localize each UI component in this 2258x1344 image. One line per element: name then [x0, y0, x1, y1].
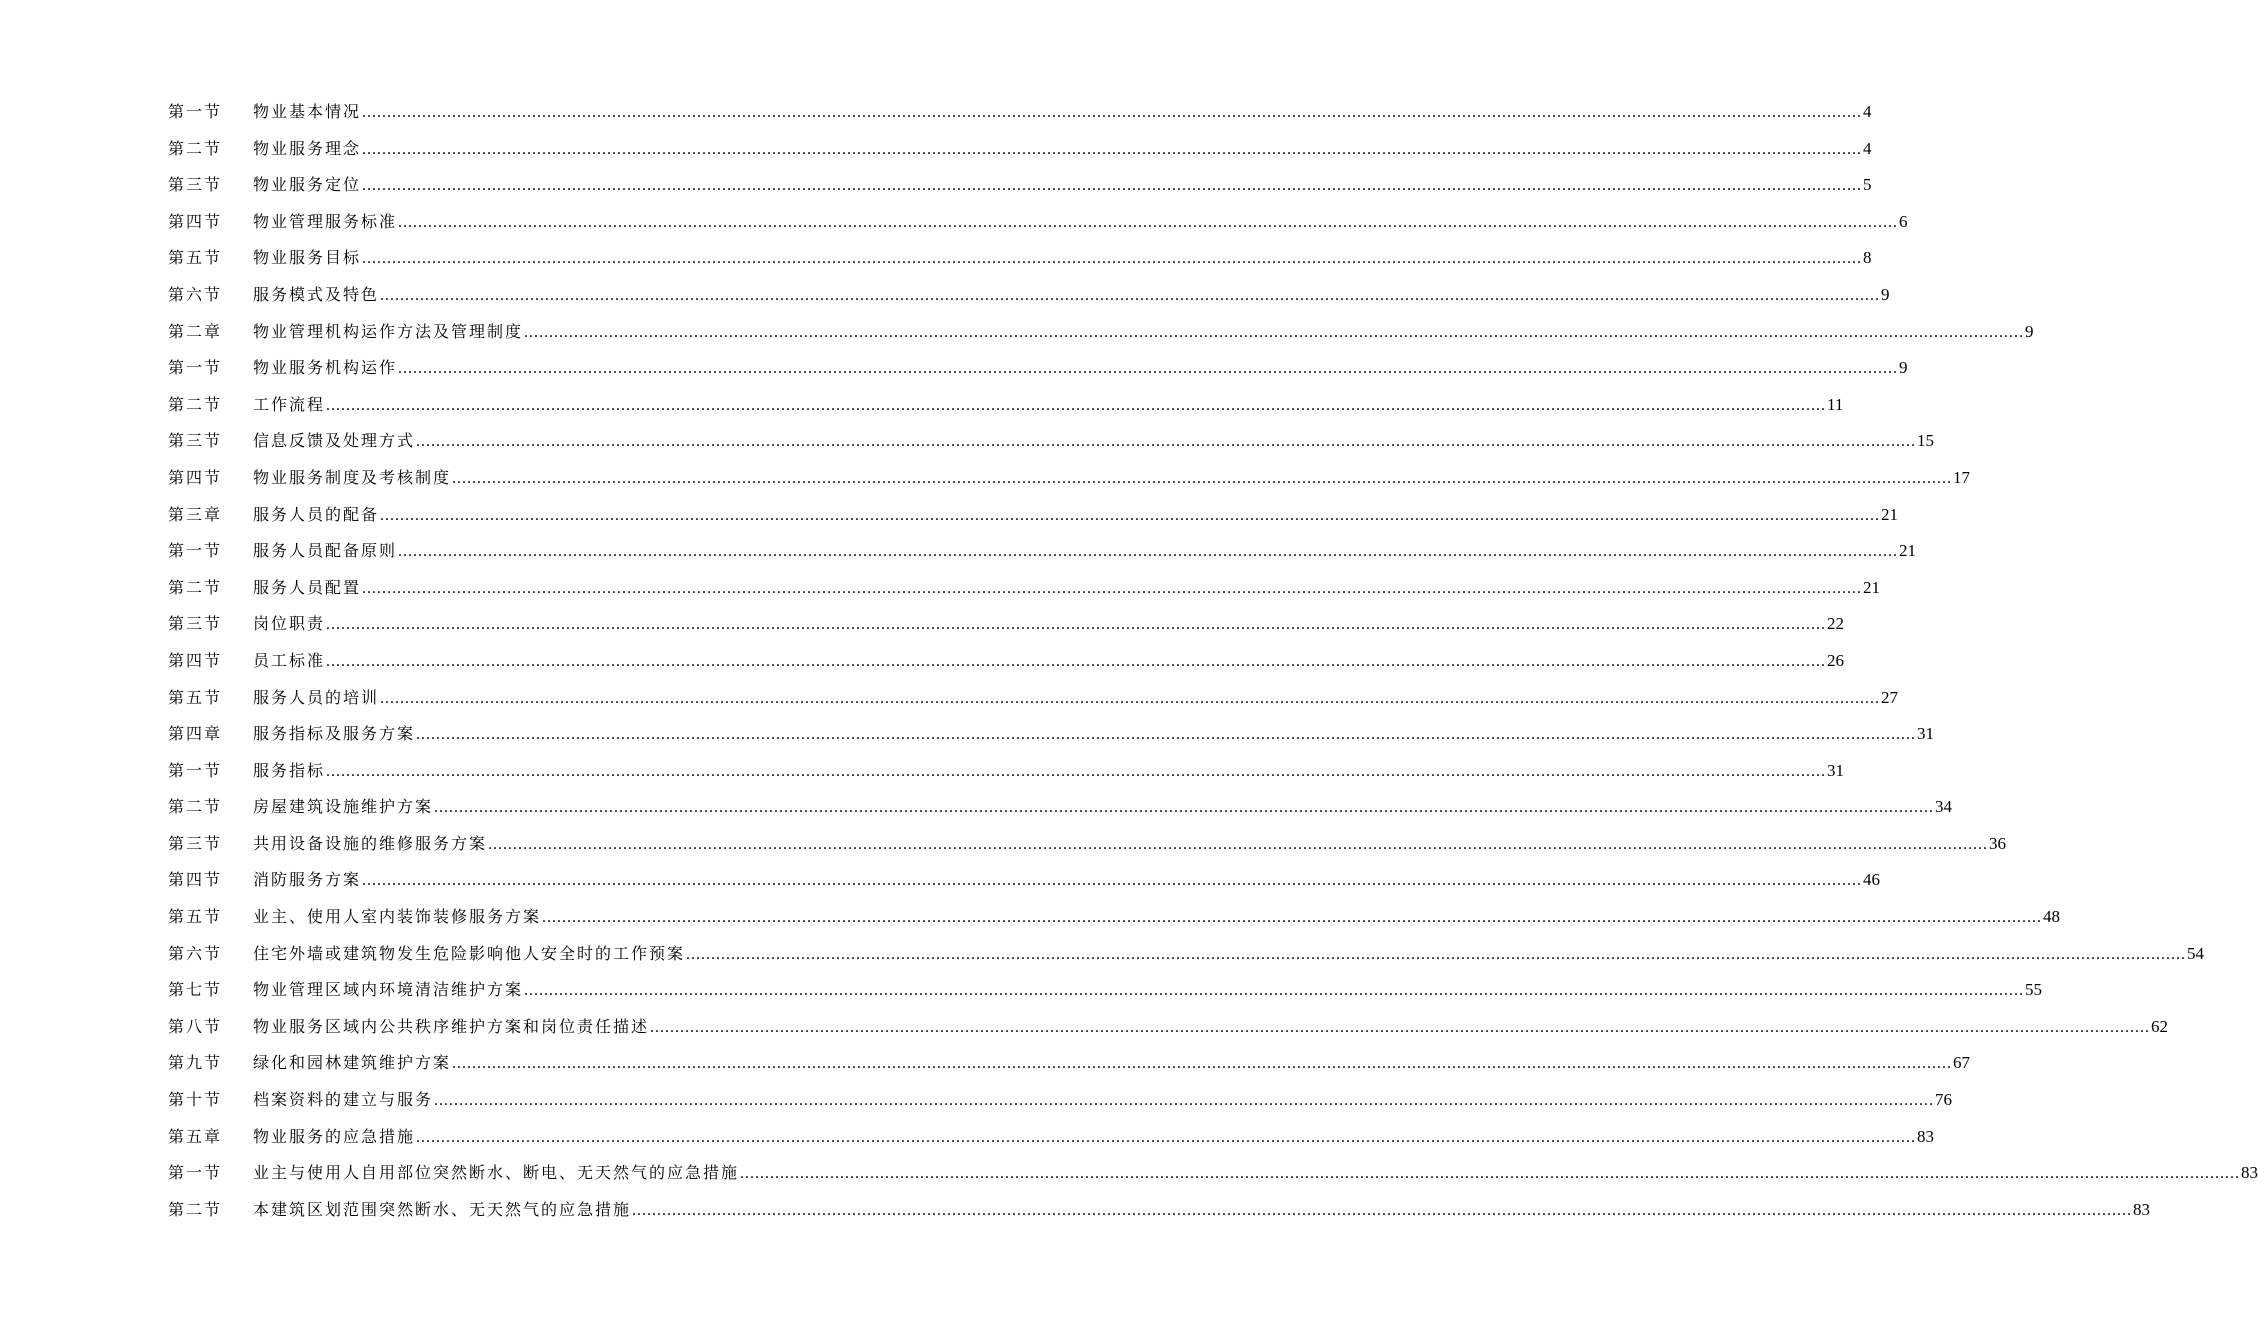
toc-entry-label: 第五节	[168, 907, 223, 927]
toc-entry[interactable]	[168, 387, 1844, 424]
toc-entry-page-number: 8	[1863, 248, 1872, 268]
toc-entry-page-number: 76	[1935, 1090, 1953, 1110]
toc-entry-title: 物业基本情况	[253, 102, 362, 121]
toc-entry-page-number: 62	[2151, 1016, 2169, 1036]
toc-entry-label: 第五章	[168, 1126, 223, 1146]
toc-dot-leader: ............................................................................................................................................................................................................................................................................................................	[362, 140, 1863, 158]
toc-entry-page-number: 5	[1863, 175, 1872, 195]
toc-entry-page-number: 21	[1899, 541, 1917, 561]
toc-entry-label: 第十节	[168, 1090, 223, 1110]
toc-entry[interactable]	[168, 862, 1881, 899]
toc-entry-title: 物业服务区域内公共秩序维护方案和岗位责任描述	[253, 1016, 650, 1036]
toc-dot-leader: ............................................................................................................................................................................................................................................................................................................	[380, 506, 1881, 524]
toc-dot-leader: ............................................................................................................................................................................................................................................................................................................	[398, 213, 1899, 231]
toc-entry-page-number: 9	[1881, 284, 1890, 304]
toc-dot-leader: ............................................................................................................................................................................................................................................................................................................	[362, 579, 1863, 597]
toc-entry-title: 绿化和园林建筑维护方案	[253, 1053, 452, 1073]
toc-entry-label: 第四节	[168, 211, 223, 231]
toc-entry-title: 信息反馈及处理方式	[253, 431, 416, 451]
toc-entry-label: 第六节	[168, 943, 223, 963]
toc-entry[interactable]	[168, 350, 1908, 387]
toc-dot-leader: ............................................................................................................................................................................................................................................................................................................	[524, 323, 2025, 341]
toc-entry-page-number: 9	[2025, 321, 2034, 341]
toc-dot-leader: ............................................................................................................................................................................................................................................................................................................	[362, 872, 1863, 890]
toc-entry-title: 员工标准	[253, 650, 326, 670]
toc-entry-label: 第一节	[168, 541, 223, 561]
toc-dot-leader: ............................................................................................................................................................................................................................................................................................................	[632, 1201, 2133, 1219]
toc-entry-title: 物业服务理念	[253, 138, 362, 158]
toc-dot-leader: ............................................................................................................................................................................................................................................................................................................	[362, 250, 1863, 268]
toc-entry-label: 第二节	[168, 577, 223, 597]
toc-entry-title: 物业管理机构运作方法及管理制度	[253, 321, 524, 341]
toc-entry[interactable]	[168, 204, 1908, 241]
toc-entry-title: 消防服务方案	[253, 870, 362, 890]
toc-dot-leader: ............................................................................................................................................................................................................................................................................................................	[650, 1018, 2151, 1036]
toc-entry-title: 物业管理服务标准	[253, 211, 398, 231]
toc-dot-leader: ............................................................................................................................................................................................................................................................................................................	[416, 1128, 1917, 1146]
toc-entry-page-number: 48	[2043, 907, 2061, 927]
toc-entry-title: 住宅外墙或建筑物发生危险影响他人安全时的工作预案	[253, 943, 686, 963]
toc-entry-title: 物业服务的应急措施	[253, 1126, 416, 1146]
toc-entry-label: 第六节	[168, 284, 223, 304]
table-of-contents	[168, 94, 2258, 1228]
toc-entry-page-number: 15	[1917, 431, 1935, 451]
toc-entry-label: 第二节	[168, 1199, 223, 1219]
toc-entry-label: 第一节	[168, 358, 223, 378]
toc-entry-title: 服务人员的配备	[253, 504, 380, 524]
toc-entry[interactable]	[168, 533, 1917, 570]
toc-dot-leader: ............................................................................................................................................................................................................................................................................................................	[434, 1092, 1935, 1110]
toc-entry[interactable]	[168, 131, 1872, 168]
toc-dot-leader: ............................................................................................................................................................................................................................................................................................................	[326, 616, 1827, 634]
toc-entry-page-number: 21	[1881, 504, 1899, 524]
toc-entry-title: 本建筑区划范围突然断水、无天然气的应急措施	[253, 1199, 632, 1219]
toc-entry-title: 服务人员的培训	[253, 687, 380, 707]
toc-entry-title: 物业服务定位	[253, 175, 362, 195]
toc-entry-title: 服务模式及特色	[253, 284, 380, 304]
toc-dot-leader: ............................................................................................................................................................................................................................................................................................................	[686, 945, 2187, 963]
toc-entry[interactable]	[168, 789, 1953, 826]
toc-entry-title: 服务指标及服务方案	[253, 724, 416, 744]
toc-dot-leader: ............................................................................................................................................................................................................................................................................................................	[326, 762, 1827, 780]
toc-entry-label: 第四章	[168, 724, 223, 744]
toc-entry[interactable]	[168, 1009, 2169, 1046]
toc-entry-label: 第四节	[168, 467, 223, 487]
toc-entry[interactable]	[168, 497, 1899, 534]
toc-entry-page-number: 34	[1935, 797, 1953, 817]
toc-entry[interactable]	[168, 240, 1872, 277]
toc-entry-label: 第一节	[168, 1163, 223, 1183]
toc-entry-page-number: 83	[1917, 1126, 1935, 1146]
toc-entry-label: 第三节	[168, 614, 223, 634]
toc-entry-label: 第七节	[168, 980, 223, 1000]
toc-entry-title: 服务指标	[253, 760, 326, 780]
toc-entry[interactable]	[168, 1155, 2258, 1192]
toc-dot-leader: ............................................................................................................................................................................................................................................................................................................	[326, 652, 1827, 670]
toc-dot-leader: ............................................................................................................................................................................................................................................................................................................	[542, 909, 2043, 927]
toc-entry-page-number: 4	[1863, 138, 1872, 158]
toc-entry[interactable]	[168, 972, 2043, 1009]
toc-dot-leader: ............................................................................................................................................................................................................................................................................................................	[524, 982, 2025, 1000]
toc-entry[interactable]	[168, 1119, 1935, 1156]
toc-entry-title: 岗位职责	[253, 614, 326, 634]
toc-dot-leader: ............................................................................................................................................................................................................................................................................................................	[380, 689, 1881, 707]
toc-entry-label: 第一节	[168, 102, 223, 121]
toc-entry-label: 第五节	[168, 687, 223, 707]
toc-entry-title: 工作流程	[253, 394, 326, 414]
toc-entry[interactable]	[168, 570, 1881, 607]
toc-entry[interactable]	[168, 277, 1890, 314]
toc-dot-leader: ............................................................................................................................................................................................................................................................................................................	[434, 799, 1935, 817]
toc-entry-title: 物业服务机构运作	[253, 358, 398, 378]
toc-entry-title: 业主、使用人室内装饰装修服务方案	[253, 907, 542, 927]
toc-entry-page-number: 6	[1899, 211, 1908, 231]
toc-entry-page-number: 36	[1989, 833, 2007, 853]
toc-entry-label: 第三节	[168, 431, 223, 451]
toc-entry[interactable]	[168, 826, 2007, 863]
toc-entry[interactable]	[168, 1192, 2151, 1229]
toc-entry-title: 服务人员配置	[253, 577, 362, 597]
toc-dot-leader: ............................................................................................................................................................................................................................................................................................................	[398, 543, 1899, 561]
toc-entry-title: 房屋建筑设施维护方案	[253, 797, 434, 817]
toc-entry[interactable]	[168, 606, 1845, 643]
toc-dot-leader: ............................................................................................................................................................................................................................................................................................................	[740, 1165, 2241, 1183]
toc-entry-page-number: 46	[1863, 870, 1881, 890]
toc-entry-label: 第三节	[168, 833, 223, 853]
toc-entry-label: 第一节	[168, 760, 223, 780]
toc-entry-page-number: 22	[1827, 614, 1845, 634]
toc-dot-leader: ............................................................................................................................................................................................................................................................................................................	[380, 286, 1881, 304]
toc-entry-label: 第五节	[168, 248, 223, 268]
toc-entry-page-number: 55	[2025, 980, 2043, 1000]
toc-entry[interactable]	[168, 423, 1935, 460]
toc-entry-title: 服务人员配备原则	[253, 541, 398, 561]
toc-entry-page-number: 26	[1827, 650, 1845, 670]
toc-entry-page-number: 67	[1953, 1053, 1971, 1073]
toc-dot-leader: ............................................................................................................................................................................................................................................................................................................	[398, 360, 1899, 378]
toc-entry[interactable]	[168, 1045, 1971, 1082]
toc-entry[interactable]	[168, 1082, 1953, 1119]
toc-entry-page-number: 31	[1827, 760, 1845, 780]
toc-entry-page-number: 27	[1881, 687, 1899, 707]
toc-entry-page-number: 17	[1953, 467, 1971, 487]
toc-entry-page-number: 83	[2241, 1163, 2258, 1183]
toc-entry[interactable]	[168, 460, 1971, 497]
toc-entry-title: 共用设备设施的维修服务方案	[253, 833, 488, 853]
toc-entry-title: 物业服务制度及考核制度	[253, 467, 452, 487]
toc-entry-title: 档案资料的建立与服务	[253, 1090, 434, 1110]
toc-entry-label: 第三章	[168, 504, 223, 524]
toc-entry-title: 物业服务目标	[253, 248, 362, 268]
toc-entry-label: 第二节	[168, 797, 223, 817]
toc-entry[interactable]	[168, 680, 1899, 717]
toc-entry-page-number: 54	[2187, 943, 2205, 963]
toc-dot-leader: ............................................................................................................................................................................................................................................................................................................	[416, 726, 1917, 744]
toc-entry-label: 第九节	[168, 1053, 223, 1073]
toc-entry-label: 第八节	[168, 1016, 223, 1036]
toc-entry[interactable]	[168, 899, 2061, 936]
toc-dot-leader: ............................................................................................................................................................................................................................................................................................................	[452, 469, 1953, 487]
toc-dot-leader: ............................................................................................................................................................................................................................................................................................................	[452, 1055, 1953, 1073]
toc-entry-page-number: 4	[1863, 102, 1872, 121]
toc-entry-label: 第三节	[168, 175, 223, 195]
toc-entry-page-number: 21	[1863, 577, 1881, 597]
toc-entry-title: 业主与使用人自用部位突然断水、断电、无天然气的应急措施	[253, 1163, 740, 1183]
toc-dot-leader: ............................................................................................................................................................................................................................................................................................................	[362, 177, 1863, 195]
toc-entry-label: 第二节	[168, 138, 223, 158]
toc-entry[interactable]	[168, 936, 2205, 973]
toc-entry[interactable]	[168, 643, 1845, 680]
toc-entry-title: 物业管理区域内环境清洁维护方案	[253, 980, 524, 1000]
toc-dot-leader: ............................................................................................................................................................................................................................................................................................................	[416, 433, 1917, 451]
toc-entry-page-number: 9	[1899, 358, 1908, 378]
toc-entry-label: 第四节	[168, 650, 223, 670]
toc-entry-page-number: 11	[1827, 394, 1844, 414]
toc-entry-page-number: 31	[1917, 724, 1935, 744]
toc-entry-page-number: 83	[2133, 1199, 2151, 1219]
toc-entry[interactable]	[168, 753, 1845, 790]
toc-dot-leader: ............................................................................................................................................................................................................................................................................................................	[488, 835, 1989, 853]
toc-entry-label: 第二节	[168, 394, 223, 414]
toc-entry[interactable]	[168, 94, 1872, 131]
toc-entry-label: 第二章	[168, 321, 223, 341]
toc-entry[interactable]	[168, 314, 2034, 351]
toc-dot-leader: ............................................................................................................................................................................................................................................................................................................	[326, 396, 1827, 414]
toc-dot-leader: ............................................................................................................................................................................................................................................................................................................	[362, 104, 1863, 121]
toc-entry-label: 第四节	[168, 870, 223, 890]
toc-entry[interactable]	[168, 167, 1872, 204]
toc-entry[interactable]	[168, 716, 1935, 753]
